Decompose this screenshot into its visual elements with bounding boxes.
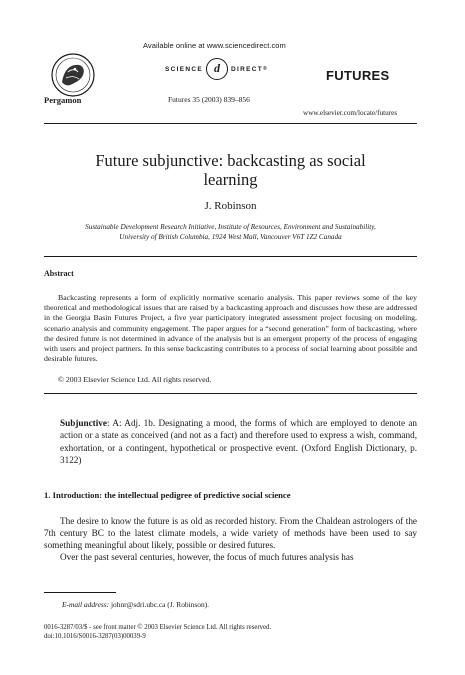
- section-body: [44, 515, 417, 563]
- author-affiliation: [44, 222, 417, 242]
- author-email: [62, 600, 209, 609]
- abstract-heading: Abstract: [44, 269, 74, 278]
- definition-term: Subjunctive: [60, 418, 107, 428]
- abstract-paragraph: Backcasting represents a form of explicitly normative scenario analysis. This paper reviews some of the key theoretical and methodological issues that are raised by a backcasting approach and discusses how these are addressed in the Georgia Basin Futures Project, a five year participatory integrated assessment project focusing on modeling, scenario analysis and community engagement. The paper argues for a “second generation” form of backcasting, where the desired future is not determined in advance of the analysis but is an emergent property of the process of engaging with users and project partners. In this sense backcasting contributes to a process of social learning about possible and desirable futures.: [44, 293, 417, 364]
- journal-name: FUTURES: [326, 68, 390, 83]
- journal-citation: Futures 35 (2003) 839–856: [168, 95, 250, 104]
- issn-doi: [44, 623, 271, 642]
- sciencedirect-logo: SCIENCE d DIRECT ®: [165, 58, 268, 80]
- email-value[interactable]: johnr@sdri.ubc.ca (J. Robinson).: [109, 600, 209, 609]
- author-name: J. Robinson: [204, 200, 257, 212]
- title-line-1: Future subjunctive: backcasting as social: [95, 151, 366, 170]
- abstract-body: [44, 293, 417, 364]
- sd-at-icon: d: [206, 58, 228, 80]
- article-title: [44, 151, 417, 189]
- affiliation-line-2: University of British Columbia, 1924 West Mall, Vancouver V6T 1Z2 Canada: [119, 233, 342, 241]
- epigraph-definition: [44, 417, 417, 466]
- footnote-divider: [44, 592, 116, 593]
- affiliation-line-1: Sustainable Development Research Initiative, Institute of Resources, Environment and Sustainability,: [85, 223, 376, 231]
- email-label: E-mail address:: [62, 600, 110, 609]
- section-paragraph-2: Over the past several centuries, however, the focus of much futures analysis has: [60, 552, 354, 563]
- abstract-copyright: © 2003 Elsevier Science Ltd. All rights reserved.: [58, 375, 212, 384]
- section-paragraph-1: The desire to know the future is as old as recorded history. From the Chaldean astrologers of the 7th century BC to the latest climate models, a wide variety of methods have been used to say something meaningful about likely, possible or desired futures.: [44, 516, 417, 551]
- abstract-divider: [44, 393, 417, 394]
- doi-line: doi:10.1016/S0016-3287(03)00039-9: [44, 633, 146, 641]
- journal-url-link[interactable]: www.elsevier.com/locate/futures: [303, 109, 398, 117]
- sd-logo-right: DIRECT: [231, 65, 263, 73]
- available-online-text: Available online at www.sciencedirect.com: [143, 41, 286, 50]
- issn-line: 0016-3287/03/$ - see front matter © 2003 Elsevier Science Ltd. All rights reserved.: [44, 624, 272, 631]
- sd-logo-left: SCIENCE: [165, 65, 203, 73]
- publisher-logo-icon: [50, 52, 96, 98]
- title-line-2: learning: [203, 170, 258, 189]
- publisher-name: Pergamon: [44, 95, 82, 105]
- definition-text: : A: Adj. 1b. Designating a mood, the forms of which are employed to denote an action or a state as conceived (and not as a fact) and therefore used to express a wish, command, exhortation, or a contingent, hypothetical or prospective event. (Oxford English Dictionary, p. 3122): [60, 418, 417, 465]
- title-divider: [44, 256, 417, 257]
- header-divider: [44, 123, 417, 124]
- section-heading: 1. Introduction: the intellectual pedigree of predictive social science: [44, 490, 291, 500]
